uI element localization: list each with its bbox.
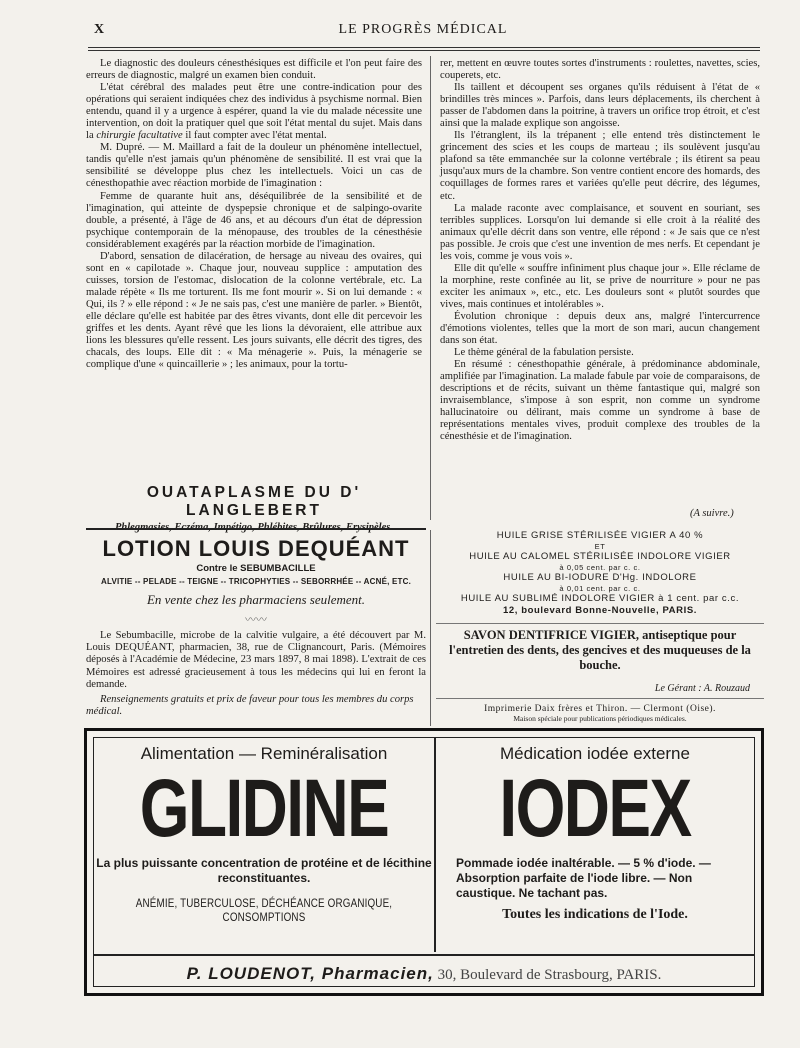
vigier-line: à 0,05 cent. par c. c. [559, 563, 641, 572]
paragraph: rer, mettent en œuvre toutes sortes d'instruments : roulettes, navettes, scies, couperets, etc. [440, 58, 760, 82]
ornament: 〰〰 [245, 614, 267, 626]
gerant: Le Gérant : A. Rouzaud [436, 683, 764, 699]
glidine-desc: La plus puissante concentration de protéine et de lécithine reconstituantes. [96, 856, 432, 885]
paragraph: Évolution chronique : depuis deux ans, malgré l'intercurrence d'émotions violentes, telles que la mort de son mari, aucun changement dans son état. [440, 310, 760, 347]
column-divider [430, 530, 431, 726]
ad-iodex [436, 738, 754, 952]
ad-lotion [86, 528, 426, 726]
paragraph: M. Dupré. — M. Maillard a fait de la douleur un phénomène intellectuel, tandis qu'elle n'est jamais qu'un phénomène de sensibilité. Il est vrai que la sensibilité se développe plus chez les intellectuels. Voici un cas de cénesthopathie avec réaction morbide de l'imagination : [86, 142, 422, 190]
imprimerie-note: Maison spéciale pour publications périodiques médicales. [513, 714, 687, 723]
paragraph: En résumé : cénesthopathie générale, à prédominance abdominale, amplifiée par l'imagination. La malade fabule par voie de comparaisons, de descriptions et de récits, suivant un thème fantastique qui, malgré son invraisemblance, s'impose à son esprit, non comme un syndrome hallucinatoire ou délirant, mais comme un syndrome à base de représentations mentales vives, produit complexe des troubles de la cénesthésie et de l'imagination. [440, 359, 760, 443]
vigier-address: 12, boulevard Bonne-Nouvelle, PARIS. [502, 605, 698, 616]
ad-loudenot [84, 728, 764, 996]
ad-vigier [436, 530, 764, 723]
ad-subtitle: Phlegmasies, Eczéma, Impétigo, Phlébites, Brûlures, Erysipèles. [115, 522, 393, 533]
vigier-line: HUILE AU BI-IODURE D'Hg. INDOLORE [503, 572, 697, 583]
paragraph: Ils l'étranglent, ils la trépanent ; elle entend très distinctement le grincement des scies et les coups de marteau ; ils soulèvent jusqu'au plafond sa tête emmanchée sur la colonne vertébrale ; ils étirent sa peau jusqu'aux murs de la chambre. Son ventre contient encore des homards, des coquillages de formes rares et variées qu'elle peut décrire, des légumes, etc. [440, 130, 760, 202]
ad-ouataplasme [86, 484, 422, 533]
paragraph: Le diagnostic des douleurs cénesthésiques est difficile et l'on peut faire des erreurs de diagnostic, malgré un examen bien conduit. [86, 58, 422, 82]
ad-body: Le Sebumbacille, microbe de la calvitie vulgaire, a été découvert par M. Louis DEQUÉANT, pharmacien, 38, rue de Clignancourt, Paris. (Mémoires déposés à l'Académie de Médecine, 23 mars 1897, 8 mai 1898). L'extrait de ces Mémoires est adressé gracieusement à tous les médecins qui lui en feront la demande. [86, 630, 426, 690]
paragraph: Elle dit qu'elle « souffre infiniment plus chaque jour ». Elle réclame de la morphine, reste confinée au lit, se prive de nourriture » pour ne pas exciter les animaux », etc., etc. Les douleurs sont « plutôt sourdes que vives, mais continues et intolérables ». [440, 262, 760, 310]
vigier-line: ET [594, 542, 606, 551]
iodex-heading: Médication iodée externe [500, 744, 690, 763]
ad-savon: SAVON DENTIFRICE VIGIER, antiseptique pour l'entretien des dents, des gencives et des muqueuses de la bouche. [436, 623, 764, 673]
italic-phrase: chirurgie facultative [96, 130, 183, 142]
paragraph: La malade raconte avec complaisance, et souvent en souriant, ses terribles supplices. Lorsqu'on lui demande si elle croit à la réalité des animaux qu'elle décrit dans son ventre, elle répond : « Je sais que ce n'est pas possible. Je crois que c'est une invention de mes nerfs. Et cependant je les vois, comme je vous vois ». [440, 202, 760, 262]
page-header [88, 22, 758, 44]
left-column [86, 58, 422, 371]
ad-title: LOTION LOUIS DEQUÉANT [102, 536, 410, 561]
paragraph: L'état cérébral des malades peut être une contre-indication pour des opérations qui seraient indiquées chez des individus à psychisme normal. Bien entendu, quand il y a urgence à espérer, quand la vie du malade nécessite une intervention, on doit la pratiquer quel que soit l'état mental du sujet. Mais dans la chirurgie facultative il faut compter avec l'état mental. [86, 82, 422, 142]
ad-contre: Contre le SEBUMBACILLE [196, 563, 316, 574]
paragraph: Le thème général de la fabulation persiste. [454, 347, 634, 359]
ad-glidine [94, 738, 436, 952]
glidine-heading: Alimentation — Reminéralisation [140, 744, 388, 763]
header-rule-2 [88, 50, 760, 51]
pharmacien: P. LOUDENOT, Pharmacien, [186, 964, 434, 983]
ad-renseignements: Renseignements gratuits et prix de faveur pour tous les membres du corps médical. [86, 694, 414, 718]
header-rule [88, 47, 760, 48]
ad-ailments: ALVITIE -- PELADE -- TEIGNE -- TRICOPHYTIES -- SEBORRHÉE -- ACNÉ, ETC. [100, 577, 411, 586]
page-number: X [94, 22, 106, 37]
to-be-continued: (A suivre.) [690, 508, 734, 519]
vigier-line: HUILE AU SUBLIMÉ INDOLORE VIGIER à 1 cent. par c.c. [460, 593, 740, 604]
pharmacien-address: 30, Boulevard de Strasbourg, PARIS. [437, 967, 662, 983]
glidine-brand: GLIDINE [139, 763, 389, 854]
paragraph: Femme de quarante huit ans, déséquilibrée de la sensibilité et de l'imagination, qui atteinte de dyspepsie chronique et de salpingo-ovarite double, a présenté, à l'âge de 46 ans, et au décours d'un état de dépression psychique contemporain de la ménopause, des troubles de la cénesthésie considérablement exagérés par la réaction morbide de l'imagination. [86, 190, 422, 250]
ad-title: OUATAPLASME DU D' LANGLEBERT [146, 484, 362, 519]
vigier-line: HUILE AU CALOMEL STÉRILISÉE INDOLORE VIGIER [469, 551, 731, 562]
ad-vente: En vente chez les pharmaciens seulement. [146, 592, 366, 607]
right-column [440, 58, 760, 444]
imprimerie: Imprimerie Daix frères et Thiron. — Clermont (Oise). [484, 704, 716, 714]
vigier-line: HUILE GRISE STÉRILISÉE VIGIER A 40 % [496, 530, 704, 541]
ad-footer [94, 954, 754, 994]
iodex-desc: Pommade iodée inaltérable. — 5 % d'iode. — Absorption parfaite de l'iode libre. — Non caustique. Ne tachant pas. [456, 856, 711, 900]
paragraph: D'abord, sensation de dilacération, de hersage au niveau des ovaires, qui sont en « capilotade ». Chaque jour, nouveau supplice : amputation des cuisses, torsion de l'estomac, dislocation de la colonne vertébrale, etc. La malade répète « Ils me torturent. Ils me font mourir ». Si on lui demande : « Qui, ils ? » elle répond : « Je ne sais pas, c'est une manière de parler. » Bientôt, elle déclare qu'elle est habitée par des êtres vivants, dont elle dit percevoir les griffes et les dents. Ayant rêvé que les lions la dévoraient, elle attribue aux lions les blessures qu'elle ressent. Les jours suivants, elle décrit des tigres, des chacals, des loups. Elle dit : « Ma ménagerie ». Puis, la ménagerie se complique d'une « quincaillerie » ; les animaux, pour la tortu- [86, 250, 422, 371]
journal-title: LE PROGRÈS MÉDICAL [338, 22, 508, 37]
vigier-line: à 0,01 cent. par c. c. [559, 584, 641, 593]
iodex-indications: Toutes les indications de l'Iode. [502, 907, 688, 922]
iodex-brand: IODEX [499, 763, 691, 854]
column-divider [430, 56, 431, 520]
paragraph: Ils taillent et découpent ses organes qu'ils réduisent à l'état de « brindilles très minces ». Parfois, dans leurs déplacements, ils cherchent à passer de l'abdomen dans la poitrine, à travers un orifice trop étroit, et c'est ainsi que la malade explique son angoisse. [440, 82, 760, 130]
glidine-indications: ANÉMIE, TUBERCULOSE, DÉCHÉANCE ORGANIQUE, CONSOMPTIONS [135, 896, 393, 924]
